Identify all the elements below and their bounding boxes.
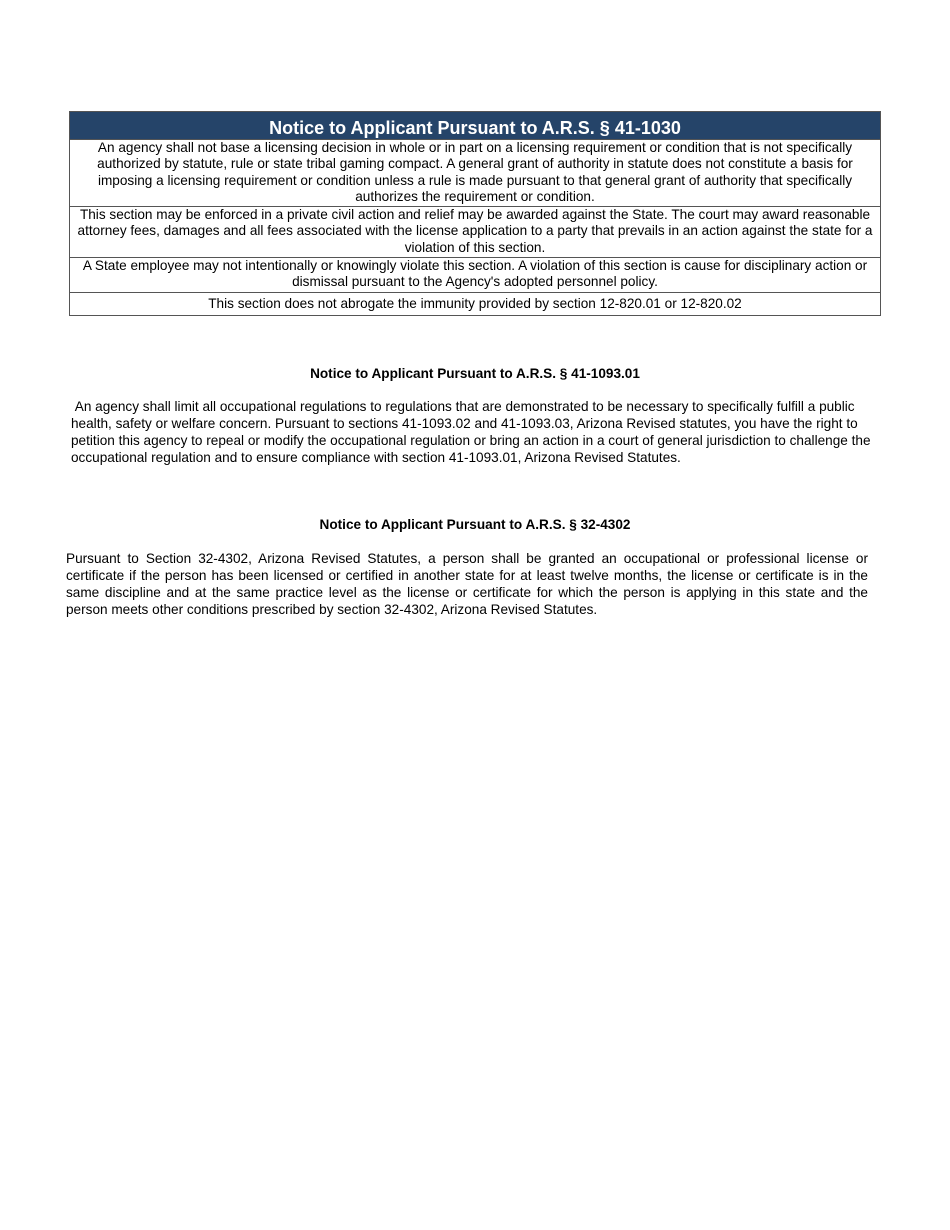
notice-table-title: Notice to Applicant Pursuant to A.R.S. § 41-1030 <box>70 112 880 139</box>
section-title-32-4302: Notice to Applicant Pursuant to A.R.S. § 32-4302 <box>319 517 631 532</box>
section-body-41-1093-01: An agency shall limit all occupational regulations to regulations that are demonstrated to be necessary to specifically fulfill a public health, safety or welfare concern. Pursuant to sections 41-1093.02 and 41-1093.03, Arizona Revised statutes, you have the right to petition this agency to repeal or modify the occupational regulation or bring an action in a court of general jurisdiction to challenge the occupational regulation and to ensure compliance with section 41-1093.01, Arizona Revised Statutes. <box>71 399 875 465</box>
section-title-41-1093-01: Notice to Applicant Pursuant to A.R.S. § 41-1093.01 <box>310 366 640 381</box>
section-body-32-4302: Pursuant to Section 32-4302, Arizona Revised Statutes, a person shall be granted an occupational or professional license or certificate if the person has been licensed or certified in another state for at least twelve months, the license or certificate is in the same discipline and at the same practice level as the license or certificate for which the person is applying in this state and the person meets other conditions prescribed by section 32-4302, Arizona Revised Statutes. <box>66 551 868 617</box>
notice-table-41-1030 <box>69 111 881 316</box>
notice-table-row: A State employee may not intentionally or knowingly violate this section. A violation of this section is cause for disciplinary action or dismissal pursuant to the Agency's adopted personnel policy. <box>70 257 880 292</box>
notice-table-row: This section may be enforced in a private civil action and relief may be awarded against the State. The court may award reasonable attorney fees, damages and all fees associated with the license application to a party that prevails in an action against the state for a violation of this section. <box>70 206 880 257</box>
notice-table-row: An agency shall not base a licensing decision in whole or in part on a licensing requirement or condition that is not specifically authorized by statute, rule or state tribal gaming compact. A general grant of authority in statute does not constitute a basis for imposing a licensing requirement or condition unless a rule is made pursuant to that general grant of authority that specifically authorizes the requirement or condition. <box>70 139 880 206</box>
notice-table-row: This section does not abrogate the immunity provided by section 12-820.01 or 12-820.02 <box>70 292 880 315</box>
